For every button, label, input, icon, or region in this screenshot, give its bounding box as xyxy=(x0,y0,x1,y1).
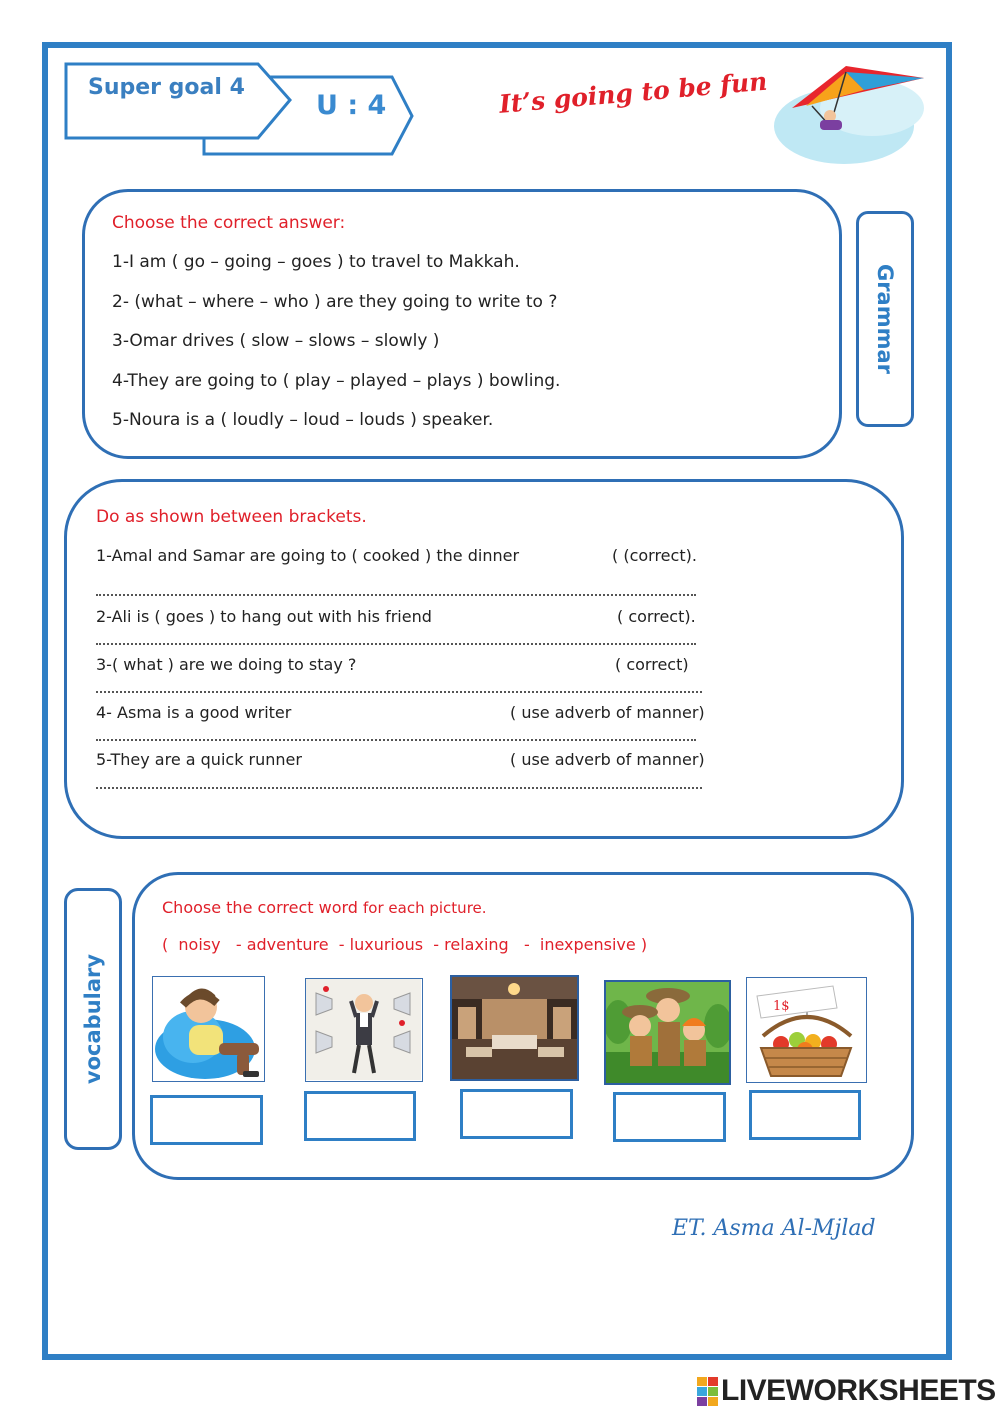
adventure-kids-image xyxy=(606,982,729,1083)
noisy-man-image xyxy=(306,979,421,1080)
price-tag-text: 1$ xyxy=(773,999,790,1014)
book-title: Super goal 4 xyxy=(88,75,245,100)
grammar-item: 3-Omar drives ( slow – slows – slowly ) xyxy=(112,331,440,351)
picture-inexpensive-basket xyxy=(746,977,867,1083)
vocabulary-side-label: vocabulary xyxy=(81,953,105,1085)
answer-line[interactable] xyxy=(96,643,696,645)
bracket-item-hint: ( (correct). xyxy=(612,546,697,565)
bracket-item-hint: ( use adverb of manner) xyxy=(510,750,705,769)
vocabulary-instruction-a: Choose the correct word xyxy=(162,898,358,917)
vocabulary-instruction-b: for each picture. xyxy=(363,899,487,917)
grammar-item: 4-They are going to ( play – played – plays ) bowling. xyxy=(112,371,561,391)
picture-noisy-man xyxy=(305,978,423,1082)
answer-line[interactable] xyxy=(96,691,702,693)
grammar-item: 5-Noura is a ( loudly – loud – louds ) speaker. xyxy=(112,410,494,430)
picture-luxurious-room xyxy=(450,975,579,1081)
liveworksheets-logo-text[interactable]: LIVEWORKSHEETS xyxy=(721,1374,996,1407)
answer-box-1[interactable] xyxy=(150,1095,263,1145)
answer-line[interactable] xyxy=(96,739,696,741)
teacher-signature: ET. Asma Al-Mjlad xyxy=(672,1216,876,1241)
answer-box-2[interactable] xyxy=(304,1091,416,1141)
inexpensive-basket-image xyxy=(747,978,865,1081)
bracket-item-text: 4- Asma is a good writer xyxy=(96,703,292,722)
worksheet-title: It’s going to be fun xyxy=(498,66,769,119)
luxurious-room-image xyxy=(452,977,577,1079)
bracket-item-text: 2-Ali is ( goes ) to hang out with his friend xyxy=(96,607,432,626)
picture-relaxing-boy xyxy=(152,976,265,1082)
bracket-item-text: 5-They are a quick runner xyxy=(96,750,302,769)
answer-box-4[interactable] xyxy=(613,1092,726,1142)
unit-label: U : 4 xyxy=(316,90,387,121)
bracket-item-hint: ( correct) xyxy=(615,655,689,674)
answer-line[interactable] xyxy=(96,787,702,789)
bracket-item-text: 1-Amal and Samar are going to ( cooked ) the dinner xyxy=(96,546,520,565)
bracket-item-hint: ( use adverb of manner) xyxy=(510,703,705,722)
grammar-side-label: Grammar xyxy=(873,263,897,375)
answer-box-5[interactable] xyxy=(749,1090,861,1140)
vocabulary-instruction xyxy=(162,898,487,917)
hang-glider-illustration xyxy=(772,60,932,166)
grammar-instruction: Choose the correct answer: xyxy=(112,213,346,233)
liveworksheets-logo-icon xyxy=(697,1377,717,1405)
word-bank: ( noisy - adventure - luxurious - relaxing - inexpensive ) xyxy=(162,935,648,954)
brackets-instruction: Do as shown between brackets. xyxy=(96,507,367,527)
answer-box-3[interactable] xyxy=(460,1089,573,1139)
relaxing-boy-image xyxy=(153,977,263,1080)
grammar-item: 1-I am ( go – going – goes ) to travel to Makkah. xyxy=(112,252,520,272)
bracket-item-text: 3-( what ) are we doing to stay ? xyxy=(96,655,357,674)
grammar-item: 2- (what – where – who ) are they going to write to ? xyxy=(112,292,558,312)
picture-adventure-kids xyxy=(604,980,731,1085)
answer-line[interactable] xyxy=(96,594,696,596)
bracket-item-hint: ( correct). xyxy=(617,607,696,626)
